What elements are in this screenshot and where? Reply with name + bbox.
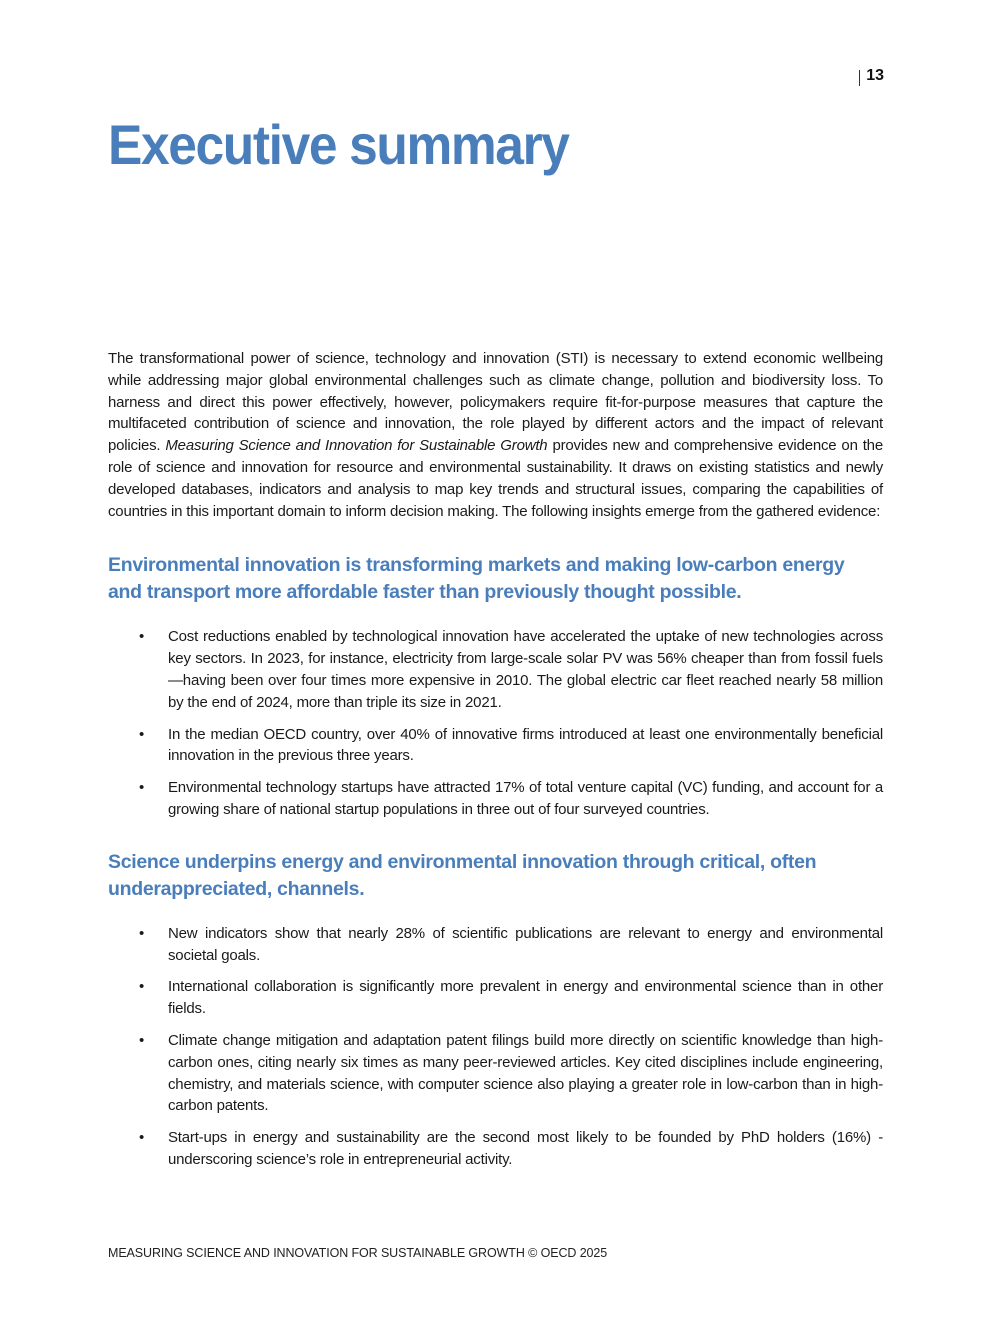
page-number — [859, 66, 884, 86]
list-item — [108, 777, 883, 821]
bullet-list-science-underpins — [108, 923, 883, 1171]
bullet-icon: • — [139, 1031, 145, 1049]
list-item-text: In the median OECD country, over 40% of innovative firms introduced at least one environmentally beneficial innovation in the previous three years. — [168, 725, 883, 765]
intro-text-end: provides new and comprehensive evidence on the role of science and innovation for resource and environmental sustainability. It draws on existing statistics and newly developed databases, indicators and analysis to map key trends and structural issues, comparing the capabilities of countries in this important domain to inform decision making. The following insights emerge from the gathered evidence: — [108, 437, 883, 520]
report-title-italic: Measuring Science and Innovation for Sustainable Growth — [165, 437, 548, 455]
main-content — [108, 348, 883, 1181]
page-footer: MEASURING SCIENCE AND INNOVATION FOR SUSTAINABLE GROWTH © OECD 2025 — [108, 1246, 608, 1260]
list-item — [108, 724, 883, 768]
list-item — [108, 626, 883, 713]
section-heading-science-underpins: Science underpins energy and environmental innovation through critical, often underappreciated, channels. — [108, 850, 817, 900]
intro-text-start: The transformational power of science, technology and innovation (STI) is necessary to extend economic wellbeing while addressing major global environmental challenges such as climate change, pollution and biodiversity loss. To harness and direct this power effectively, however, policymakers require fit-for-purpose measures that capture the multifaceted contribution of science and innovation, the role played by different actors and the impact of relevant policies. — [108, 350, 883, 455]
bullet-icon: • — [139, 978, 145, 996]
bullet-icon: • — [139, 924, 145, 942]
bullet-icon: • — [139, 779, 145, 797]
list-item — [108, 1127, 883, 1171]
bullet-icon: • — [139, 725, 145, 743]
list-item-text: Start-ups in energy and sustainability are the second most likely to be founded by PhD holders (16%) - underscoring science’s role in entrepreneurial activity. — [168, 1129, 883, 1168]
list-item-text: Climate change mitigation and adaptation patent filings build more directly on scientific knowledge than high-carbon ones, citing nearly six times as many peer-reviewed articles. Key cited disciplines include engineering, chemistry, and materials science, with computer science also playing a greater role in low-carbon than in high-carbon patents. — [168, 1031, 883, 1115]
intro-paragraph — [108, 348, 883, 522]
list-item — [108, 1030, 883, 1117]
bullet-icon: • — [139, 628, 145, 646]
page-number-divider — [859, 70, 860, 86]
list-item-text: International collaboration is significantly more prevalent in energy and environmental science than in other fields. — [168, 978, 883, 1018]
bullet-list-environmental-innovation — [108, 626, 883, 820]
page-title: Executive summary — [108, 113, 569, 176]
bullet-icon: • — [139, 1129, 145, 1147]
page-number-value: 13 — [866, 67, 884, 84]
list-item — [108, 976, 883, 1020]
section-heading-environmental-innovation: Environmental innovation is transforming markets and making low-carbon energy and transport more affordable faster than previously thought possible. — [108, 554, 845, 604]
list-item — [108, 923, 883, 967]
list-item-text: Environmental technology startups have attracted 17% of total venture capital (VC) funding, and account for a growing share of national startup populations in three out of four surveyed countries. — [168, 779, 883, 818]
list-item-text: New indicators show that nearly 28% of scientific publications are relevant to energy and environmental societal goals. — [168, 924, 883, 964]
list-item-text: Cost reductions enabled by technological innovation have accelerated the uptake of new technologies across key sectors. In 2023, for instance, electricity from large-scale solar PV was 56% cheaper than from fossil fuels—having been over four times more expensive in 2010. The global electric car fleet reached nearly 58 million by the end of 2024, more than triple its size in 2021. — [168, 628, 883, 711]
